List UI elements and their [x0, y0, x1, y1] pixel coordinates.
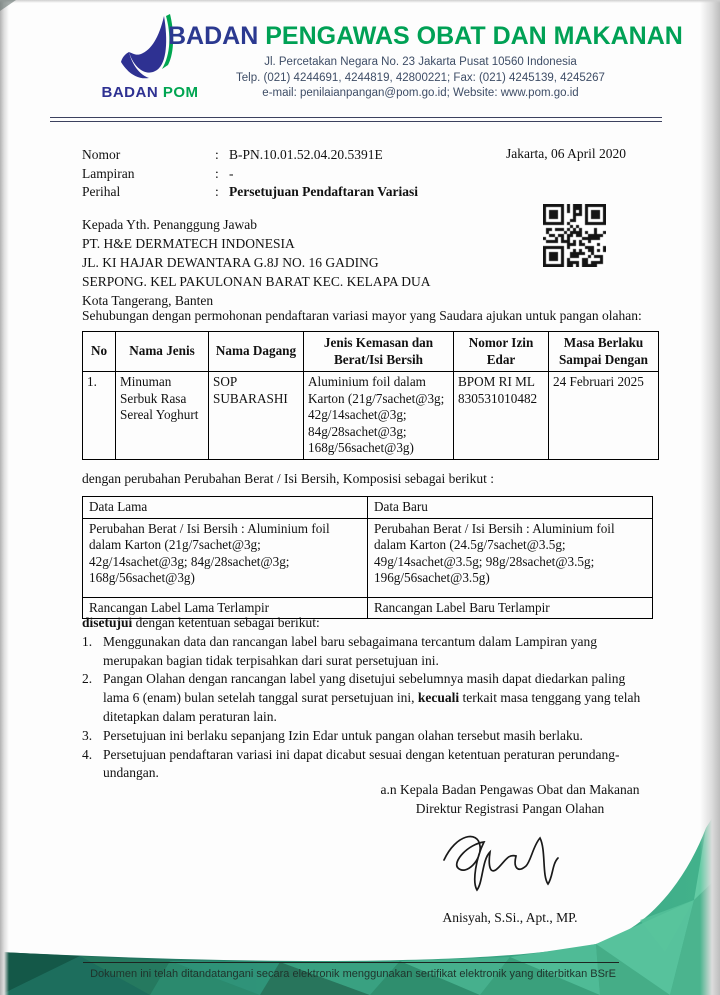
- item-text-pre: Persetujuan ini berlaku sepanjang Izin Edar untuk pangan olahan tersebut masih berlaku.: [103, 727, 583, 743]
- colon: :: [215, 165, 219, 181]
- approval-lead-bold: disetujui: [82, 615, 133, 630]
- agency-title-part2: PENGAWAS OBAT DAN MAKANAN: [265, 22, 683, 50]
- col-nama-dagang: Nama Dagang: [209, 332, 304, 372]
- meta-row-nomor: [82, 146, 418, 165]
- cell-nama-dagang: SOP SUBARASHI: [209, 372, 304, 460]
- item-text-post: terkait masa tenggang yang telah ditetapkan dalam peraturan lain.: [103, 690, 641, 724]
- data-lama-header: Data Lama: [83, 497, 368, 519]
- item-text: [103, 727, 650, 746]
- colon: :: [215, 184, 219, 199]
- item-number: 1.: [82, 633, 93, 649]
- meta-row-lampiran: [82, 165, 418, 184]
- agency-title-part1: BADAN: [168, 22, 259, 50]
- letterhead-divider: [50, 117, 662, 122]
- approval-terms: [82, 614, 650, 783]
- logo-text-badan: BADAN: [101, 84, 159, 101]
- intro-paragraph: Sehubungan dengan permohonan pendaftaran variasi mayor yang Saudara ajukan untuk pangan olahan:: [82, 308, 642, 323]
- data-baru-label-note: Rancangan Label Baru Terlampir: [368, 597, 653, 619]
- item-number: 2.: [82, 671, 93, 687]
- nomor-label: Nomor: [82, 147, 121, 162]
- data-lama-label-note: Rancangan Label Lama Terlampir: [83, 597, 368, 619]
- approval-item-1: [82, 633, 650, 671]
- approval-item-2: [82, 670, 650, 726]
- col-kemasan: Jenis Kemasan dan Berat/Isi Bersih: [304, 332, 454, 372]
- cell-izin-edar: BPOM RI ML 830531010482: [454, 372, 549, 460]
- approval-lead: [82, 614, 650, 633]
- data-baru-detail: Perubahan Berat / Isi Bersih : Aluminium foil dalam Karton (24.5g/7sachet@3.5g; 49g/14sachet@3.5g; 98g/28sachet@3.5g; 196g/56sachet@3.5g): [368, 518, 653, 597]
- product-table-row: [83, 372, 659, 460]
- recipient-city: Kota Tangerang, Banten: [82, 293, 214, 308]
- signature-block: [340, 780, 680, 927]
- qr-code: [543, 204, 606, 267]
- recipient-address-2: SERPONG. KEL PAKULONAN BARAT KEC. KELAPA DUA: [82, 274, 431, 289]
- item-number: 4.: [82, 746, 93, 762]
- item-text-bold: kecuali: [417, 690, 460, 706]
- scan-edge-left: [0, 0, 9, 995]
- footer-divider: [83, 962, 619, 963]
- signature-name: Anisyah, S.Si., Apt., MP.: [442, 910, 578, 925]
- item-text: [103, 633, 650, 671]
- letter-meta: [82, 146, 418, 202]
- recipient-company: PT. H&E DERMATECH INDONESIA: [82, 236, 295, 251]
- lampiran-value: -: [229, 165, 234, 181]
- letterhead: [168, 22, 683, 102]
- col-izin-edar: Nomor Izin Edar: [454, 332, 549, 372]
- perihal-label: Perihal: [82, 184, 121, 199]
- cell-kemasan: Aluminium foil dalam Karton (21g/7sachet@3g; 42g/14sachet@3g; 84g/28sachet@3g; 168g/56sachet@3g): [304, 372, 454, 460]
- col-no: No: [83, 332, 116, 372]
- colon: :: [215, 147, 219, 162]
- footer-esign-note: Dokumen ini telah ditandatangani secara elektronik menggunakan sertifikat elektronik yang diterbitkan BSrE: [90, 968, 616, 980]
- cell-nama-jenis: Minuman Serbuk Rasa Sereal Yoghurt: [116, 372, 209, 460]
- item-text-pre: Menggunakan data dan rancangan label baru sebagaimana tercantum dalam Lampiran yang merupakan bagian tidak terpisahkan dari surat persetujuan ini.: [103, 633, 598, 668]
- city-date: Jakarta, 06 April 2020: [506, 146, 626, 161]
- comparison-table: [82, 496, 653, 619]
- agency-title: [168, 22, 683, 50]
- agency-address: [168, 55, 673, 102]
- approval-lead-rest: dengan ketentuan sebagai berikut:: [132, 615, 320, 630]
- scan-corner-notch: [0, 0, 16, 11]
- cell-no: 1.: [83, 372, 116, 460]
- recipient-block: [82, 215, 431, 310]
- address-line-2: Telp. (021) 4244691, 4244819, 42800221; Fax: (021) 4245139, 4245267: [236, 71, 605, 84]
- scan-edge-right: [700, 0, 720, 995]
- nomor-value: B-PN.10.01.52.04.20.5391E: [229, 147, 383, 162]
- item-text: [103, 670, 650, 726]
- comparison-detail-row: [83, 518, 653, 597]
- col-masa-berlaku: Masa Berlaku Sampai Dengan: [549, 332, 659, 372]
- signature-on-behalf: a.n Kepala Badan Pengawas Obat dan Makanan: [380, 782, 640, 797]
- item-text-pre: Pangan Olahan dengan rancangan label yang disetujui sebelumnya masih dapat diedarkan paling lama 6 (enam) bulan setelah tanggal surat persetujuan ini,: [103, 671, 626, 706]
- cell-masa-berlaku: 24 Februari 2025: [549, 372, 659, 460]
- approval-item-3: [82, 727, 650, 746]
- item-number: 3.: [82, 727, 93, 743]
- product-table-header-row: [83, 332, 659, 372]
- item-text-pre: Persetujuan pendaftaran variasi ini dapat dicabut sesuai dengan ketentuan peraturan perundang-undangan.: [103, 746, 620, 781]
- col-nama-jenis: Nama Jenis: [116, 332, 209, 372]
- approval-item-4: [82, 746, 650, 784]
- lampiran-label: Lampiran: [82, 165, 135, 181]
- data-lama-detail: Perubahan Berat / Isi Bersih : Aluminium foil dalam Karton (21g/7sachet@3g; 42g/14sachet@3g; 84g/28sachet@3g; 168g/56sachet@3g): [83, 518, 368, 597]
- signature-scribble: [430, 820, 590, 902]
- recipient-line: Kepada Yth. Penanggung Jawab: [82, 217, 257, 232]
- comparison-header-row: [83, 497, 653, 519]
- item-text: [103, 746, 650, 784]
- scan-edge-top: [0, 0, 720, 3]
- change-note: dengan perubahan Perubahan Berat / Isi Bersih, Komposisi sebagai berikut :: [82, 471, 495, 486]
- logo-text-pom: POM: [162, 84, 199, 101]
- address-line-1: Jl. Percetakan Negara No. 23 Jakarta Pusat 10560 Indonesia: [264, 56, 577, 68]
- product-table: [82, 331, 659, 460]
- address-line-3: e-mail: penilaianpangan@pom.go.id; Website: www.pom.go.id: [262, 87, 579, 99]
- meta-row-perihal: [82, 183, 418, 202]
- data-baru-header: Data Baru: [368, 497, 653, 519]
- signature-title: Direktur Registrasi Pangan Olahan: [415, 801, 605, 816]
- recipient-address-1: JL. KI HAJAR DEWANTARA G.8J NO. 16 GADING: [82, 255, 379, 270]
- perihal-value: Persetujuan Pendaftaran Variasi: [229, 184, 418, 199]
